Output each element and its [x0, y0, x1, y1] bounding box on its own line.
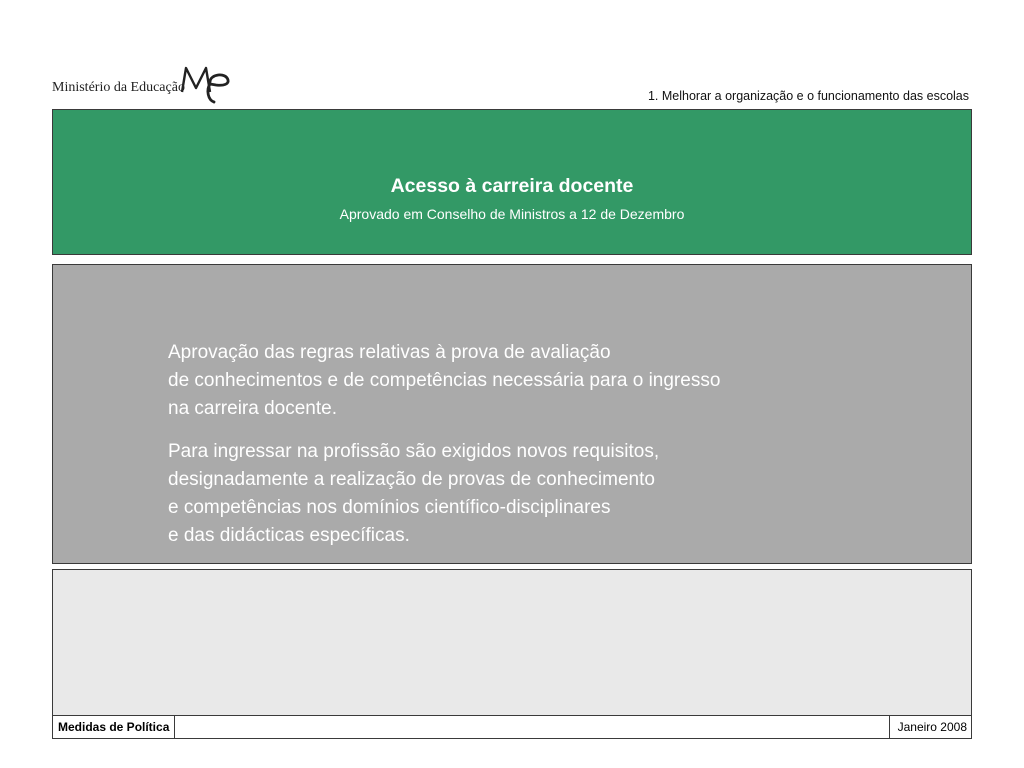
title-banner	[52, 109, 972, 255]
content-paragraph-1: Aprovação das regras relativas à prova de avaliação de conhecimentos e de competências necessária para o ingresso na carreira docente.	[168, 342, 721, 419]
content-panel	[52, 264, 972, 564]
empty-panel	[52, 569, 972, 716]
section-heading: 1. Melhorar a organização e o funcionamento das escolas	[647, 89, 969, 103]
footer-spacer	[175, 716, 888, 738]
footer-category: Medidas de Política	[53, 716, 175, 738]
banner-subtitle: Aprovado em Conselho de Ministros a 12 de Dezembro	[339, 206, 685, 222]
me-emblem-icon	[180, 62, 232, 106]
ministry-logo	[52, 62, 252, 106]
banner-title: Acesso à carreira docente	[390, 175, 634, 197]
content-text	[168, 339, 888, 550]
logo-text: Ministério da Educação	[52, 80, 185, 95]
footer-bar	[52, 715, 972, 739]
content-paragraph-2: Para ingressar na profissão são exigidos novos requisitos, designadamente a realização de provas de conhecimento e competências nos domínios científico-disciplinares e das didácticas específicas.	[168, 441, 660, 546]
footer-date: Janeiro 2008	[889, 716, 971, 738]
